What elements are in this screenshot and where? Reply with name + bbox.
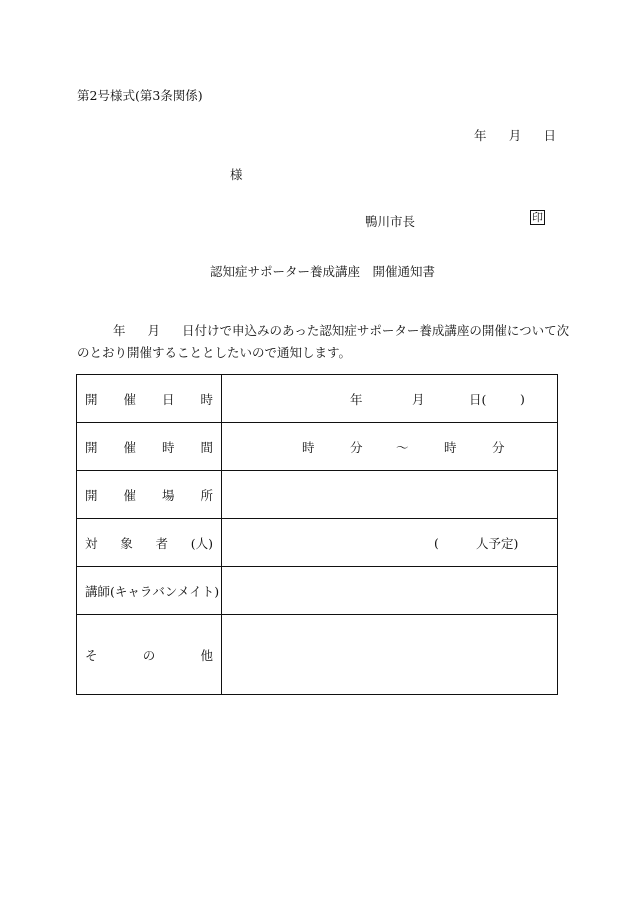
time-label-cell [77, 423, 222, 471]
time-value-hour-end: 時 [444, 439, 457, 455]
date-label-char: 日 [161, 391, 175, 407]
body-text [77, 320, 570, 364]
table-row-lecturer [77, 567, 558, 615]
lecturer-label: 講師(キャラバンメイト) [85, 583, 220, 599]
table-row-time [77, 423, 558, 471]
event-info-table [76, 374, 558, 695]
date-value-close: ) [520, 391, 525, 406]
body-rest-line-1: 日付けで申込みのあった認知症サポーター養成講座の開催について次 [182, 323, 570, 338]
other-label-char: の [142, 647, 156, 663]
date-value-year: 年 [350, 391, 363, 407]
place-label-char: 催 [123, 487, 136, 503]
issue-date-year: 年 [474, 128, 487, 143]
body-line-1 [77, 320, 570, 342]
target-label-char: 者 [155, 535, 168, 551]
time-label-char: 間 [200, 439, 213, 455]
other-label-char: 他 [200, 647, 213, 663]
place-label-cell [77, 471, 222, 519]
target-label-char: 対 [85, 535, 98, 551]
target-label-cell [77, 519, 222, 567]
seal-mark: 印 [532, 211, 543, 224]
date-label-cell [77, 375, 222, 423]
body-line-2: のとおり開催することとしたいので通知します。 [77, 345, 352, 360]
place-label-char: 所 [200, 487, 213, 503]
issue-date [474, 126, 556, 144]
table-row-target [77, 519, 558, 567]
date-label-char: 開 [85, 391, 98, 407]
body-year: 年 [113, 323, 126, 338]
time-value-cell[interactable] [222, 423, 558, 471]
body-month: 月 [147, 323, 161, 338]
time-label-char: 開 [85, 439, 98, 455]
document-title: 認知症サポーター養成講座 開催通知書 [210, 264, 436, 279]
table-row-date [77, 375, 558, 423]
date-label-char: 催 [123, 391, 136, 407]
target-value-planned: 人予定) [476, 535, 519, 551]
time-label-char: 催 [123, 439, 136, 455]
target-value-cell[interactable] [222, 519, 558, 567]
table-row-other [77, 615, 558, 695]
time-value-hour-start: 時 [302, 439, 315, 455]
other-label-cell [77, 615, 222, 695]
time-value-minute-end: 分 [492, 439, 505, 455]
date-value-cell[interactable] [222, 375, 558, 423]
place-label-char: 開 [85, 487, 98, 503]
other-value-cell[interactable] [222, 615, 558, 695]
other-label-char: そ [85, 647, 98, 663]
issue-date-month: 月 [508, 128, 522, 143]
time-value-minute-start: 分 [350, 439, 363, 455]
place-value-cell[interactable] [222, 471, 558, 519]
addressee-suffix: 様 [230, 167, 243, 182]
date-value-day: 日( [469, 391, 487, 407]
target-value-open: ( [434, 535, 439, 550]
target-label-char: (人) [190, 535, 213, 551]
form-number: 第2号様式(第3条関係) [77, 88, 203, 103]
time-label-char: 時 [161, 439, 175, 455]
time-value-tilde: ～ [396, 439, 409, 455]
sender-name: 鴨川市長 [365, 214, 416, 229]
date-value-month: 月 [412, 391, 425, 407]
target-label-char: 象 [120, 535, 133, 551]
date-label-char: 時 [200, 391, 213, 407]
issue-date-day: 日 [543, 128, 556, 143]
lecturer-label-cell [77, 567, 222, 615]
lecturer-value-cell[interactable] [222, 567, 558, 615]
table-row-place [77, 471, 558, 519]
place-label-char: 場 [161, 487, 175, 503]
